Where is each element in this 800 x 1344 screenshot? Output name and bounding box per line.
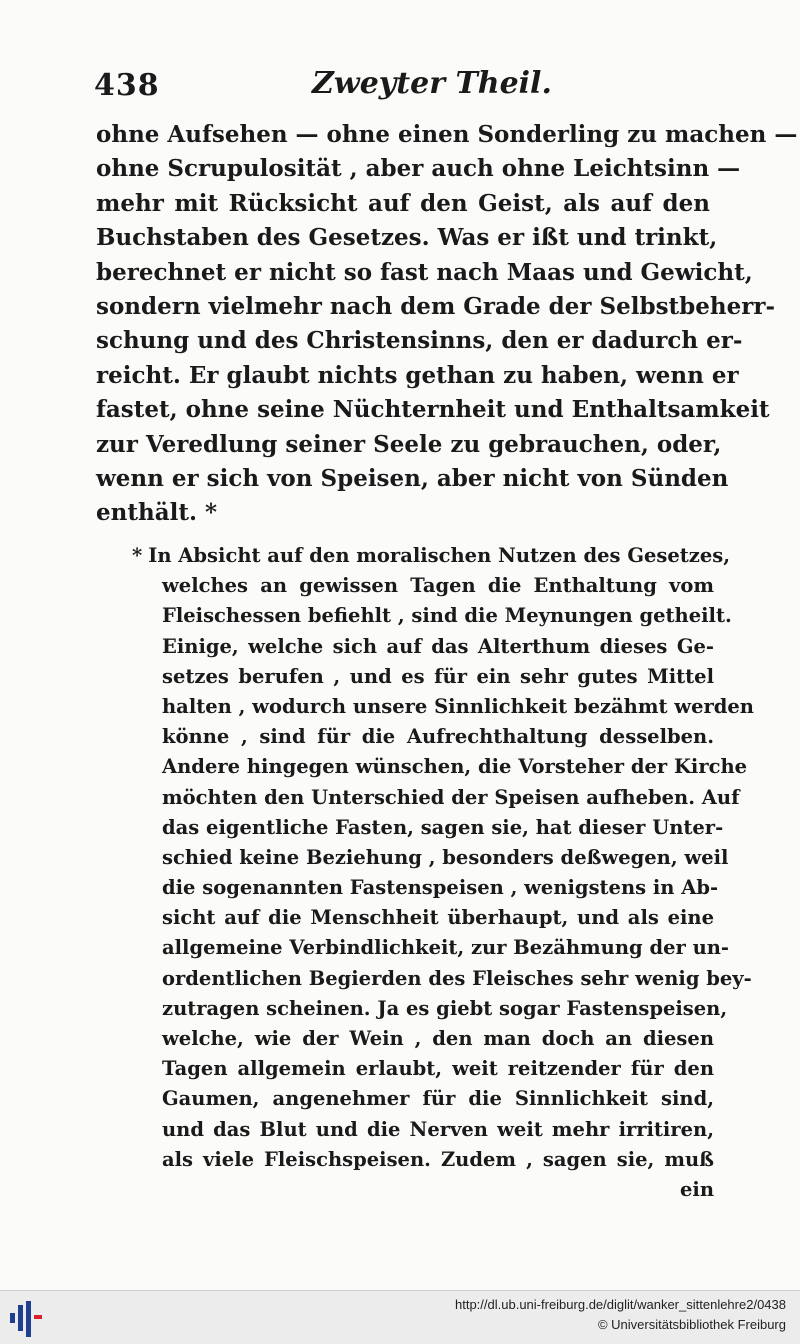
- footnote-line: schied keine Beziehung , besonders deßwegen, weil: [162, 845, 729, 869]
- footnote-block: [132, 541, 754, 1205]
- footnote-line: möchten den Unterschied der Speisen aufheben. Auf: [162, 785, 740, 809]
- footnote-line: die sogenannten Fastenspeisen , wenigstens in Ab-: [162, 876, 719, 900]
- footnote-line: Fleischessen befiehlt , sind die Meynungen getheilt.: [162, 604, 732, 628]
- text-line: zur Veredlung seiner Seele zu gebrauchen, oder,: [96, 430, 722, 458]
- text-line: sondern vielmehr nach dem Grade der Selbstbeherr-: [96, 292, 775, 320]
- logo-bar: [10, 1313, 15, 1323]
- footnote-line: zutragen scheinen. Ja es giebt sogar Fastenspeisen,: [162, 996, 728, 1020]
- text-line: berechnet er nicht so fast nach Maas und Gewicht,: [96, 258, 753, 286]
- footnote-line: könne , sind für die Aufrechthaltung desselben.: [162, 725, 714, 749]
- footnote-line: als viele Fleischspeisen. Zudem , sagen sie, muß: [162, 1147, 714, 1171]
- text-line: mehr mit Rücksicht auf den Geist, als auf den: [96, 189, 710, 217]
- footnote-line: welche, wie der Wein , den man doch an diesen: [162, 1027, 714, 1050]
- text-line: Buchstaben des Gesetzes. Was er ißt und trinkt,: [96, 224, 718, 252]
- footnote-line: Tagen allgemein erlaubt, weit reitzender für den: [162, 1057, 714, 1081]
- logo-bar: [34, 1315, 42, 1319]
- catchword: ein: [680, 1177, 714, 1201]
- footnote-line: [132, 541, 731, 571]
- logo-bar: [26, 1301, 31, 1337]
- footnote-line: Andere hingegen wünschen, die Vorsteher der Kirche: [162, 755, 748, 779]
- text-line: ohne Aufsehen — ohne einen Sonderling zu machen —: [96, 121, 798, 148]
- page-number: 438: [94, 68, 160, 103]
- footnote-line: allgemeine Verbindlichkeit, zur Bezähmung der un-: [162, 936, 730, 960]
- footnote-line: ordentlichen Begierden des Fleisches sehr wenig bey-: [162, 966, 752, 990]
- logo-bar: [18, 1305, 23, 1331]
- running-title: Zweyter Theil.: [312, 66, 552, 101]
- main-text-block: [96, 118, 798, 531]
- text-line: wenn er sich von Speisen, aber nicht von Sünden: [96, 464, 729, 492]
- footnote-line: das eigentliche Fasten, sagen sie, hat dieser Unter-: [162, 815, 724, 839]
- running-head: [0, 64, 800, 114]
- copyright-notice: © Universitätsbibliothek Freiburg: [597, 1317, 786, 1332]
- text-line: reicht. Er glaubt nichts gethan zu haben, wenn er: [96, 361, 739, 389]
- text-line: enthält. *: [96, 499, 218, 527]
- footnote-line: Gaumen, angenehmer für die Sinnlichkeit sind,: [162, 1087, 714, 1111]
- text-line: ohne Scrupulosität , aber auch ohne Leichtsinn —: [96, 155, 741, 183]
- footnote-marker: *: [132, 544, 143, 567]
- ub-freiburg-logo-icon[interactable]: [8, 1297, 48, 1341]
- footnote-line: und das Blut und die Nerven weit mehr irritiren,: [162, 1117, 714, 1141]
- footnote-line: halten , wodurch unsere Sinnlichkeit bezähmt werden: [162, 694, 754, 718]
- text-line: schung und des Christensinns, den er dadurch er-: [96, 327, 743, 355]
- permalink-url[interactable]: http://dl.ub.uni-freiburg.de/diglit/wanker_sittenlehre2/0438: [455, 1297, 786, 1312]
- footnote-line: welches an gewissen Tagen die Enthaltung vom: [162, 574, 714, 598]
- viewer-footer: [0, 1290, 800, 1344]
- footnote-line-text: In Absicht auf den moralischen Nutzen des Gesetzes,: [148, 544, 731, 567]
- footnote-line: Einige, welche sich auf das Alterthum dieses Ge-: [162, 634, 714, 658]
- footnote-line: sicht auf die Menschheit überhaupt, und als eine: [162, 906, 714, 930]
- footnote-line: setzes berufen , und es für ein sehr gutes Mittel: [162, 664, 714, 688]
- text-line: fastet, ohne seine Nüchternheit und Enthaltsamkeit: [96, 396, 770, 424]
